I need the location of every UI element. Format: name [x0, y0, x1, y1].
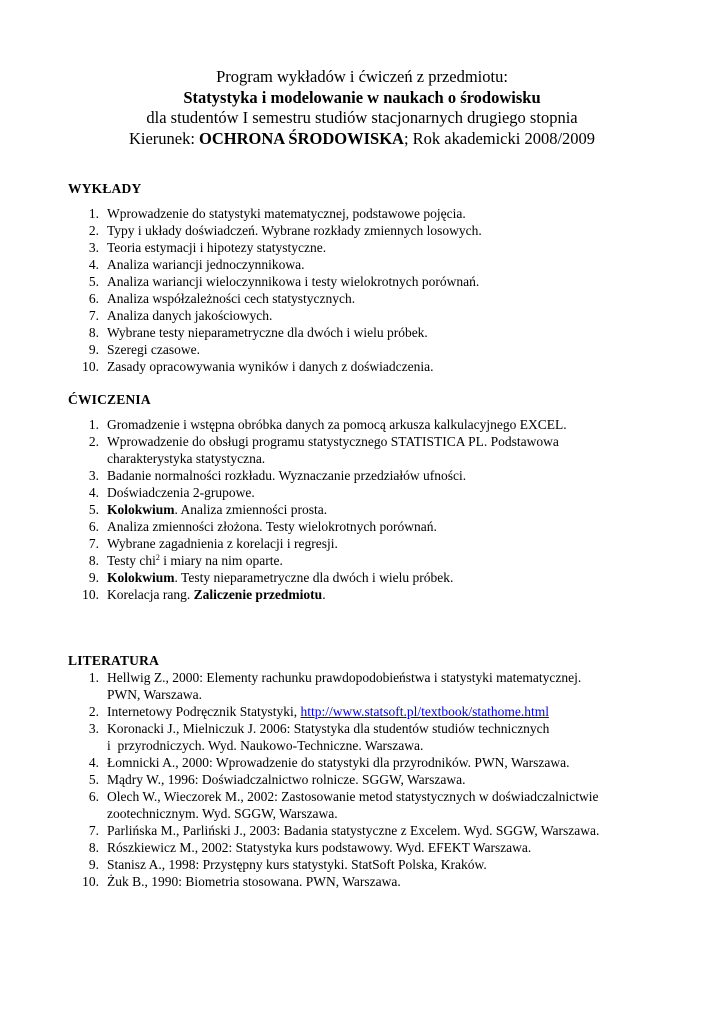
list-item: 5. Mądry W., 1996: Doświadczalnictwo rolnicze. SGGW, Warszawa. — [88, 772, 466, 787]
list-item: 6. Analiza współzależności cech statystycznych. — [88, 291, 356, 306]
test-label: Kolokwium — [107, 502, 175, 517]
list-item: 9. Kolokwium. Testy nieparametryczne dla dwóch i wielu próbek. — [88, 570, 454, 585]
list-item: 3. Badanie normalności rozkładu. Wyznaczanie przedziałów ufności. — [88, 468, 467, 483]
list-item: 4. Doświadczenia 2-grupowe. — [88, 485, 255, 500]
list-item: 8. Rószkiewicz M., 2002: Statystyka kurs podstawowy. Wyd. EFEKT Warszawa. — [88, 840, 532, 855]
list-item: 3. Teoria estymacji i hipotezy statystyczne. — [88, 240, 327, 255]
list-item: 8. Wybrane testy nieparametryczne dla dwóch i wielu próbek. — [88, 325, 428, 340]
list-item: 7. Wybrane zagadnienia z korelacji i regresji. — [88, 536, 338, 551]
header-line-3: dla studentów I semestru studiów stacjonarnych drugiego stopnia — [146, 108, 578, 127]
list-item: 10. Zasady opracowywania wyników i danych z doświadczenia. — [82, 359, 434, 374]
list-item: 2. Wprowadzenie do obsługi programu statystycznego STATISTICA PL. Podstawowa charakterystyka statystyczna. — [88, 434, 559, 466]
lectures-list — [54, 205, 482, 375]
course-title: Statystyka i modelowanie w naukach o środowisku — [183, 87, 541, 107]
list-item: 1. Wprowadzenie do statystyki matematycznej, podstawowe pojęcia. — [88, 206, 466, 221]
list-item: 1. Gromadzenie i wstępna obróbka danych za pomocą arkusza kalkulacyjnego EXCEL. — [88, 417, 567, 432]
list-item: 4. Analiza wariancji jednoczynnikowa. — [88, 257, 305, 272]
list-item: 9. Stanisz A., 1998: Przystępny kurs statystyki. StatSoft Polska, Kraków. — [88, 857, 487, 872]
list-item: 5. Kolokwium. Analiza zmienności prosta. — [88, 502, 328, 517]
list-item: 6. Analiza zmienności złożona. Testy wielokrotnych porównań. — [88, 519, 437, 534]
header-line-1: Program wykładów i ćwiczeń z przedmiotu: — [216, 67, 508, 86]
literature-list — [54, 669, 599, 890]
section-title-literature: LITERATURA — [68, 653, 160, 668]
field-of-study: OCHRONA ŚRODOWISKA — [199, 128, 404, 148]
list-item: 9. Szeregi czasowe. — [88, 342, 200, 357]
list-item: 5. Analiza wariancji wieloczynnikowa i testy wielokrotnych porównań. — [88, 274, 480, 289]
list-item: 2. Internetowy Podręcznik Statystyki, http://www.statsoft.pl/textbook/stathome.html — [88, 704, 549, 719]
test-label: Kolokwium — [107, 570, 175, 585]
list-item: 1. Hellwig Z., 2000: Elementy rachunku prawdopodobieństwa i statystyki matematycznej. PWN, Warszawa. — [88, 670, 582, 702]
list-item: 4. Łomnicki A., 2000: Wprowadzenie do statystyki dla przyrodników. PWN, Warszawa. — [88, 755, 570, 770]
section-title-lectures: WYKŁADY — [68, 181, 142, 196]
list-item: 7. Analiza danych jakościowych. — [88, 308, 273, 323]
superscript: 2 — [155, 553, 160, 562]
list-item: 10. Żuk B., 1990: Biometria stosowana. PWN, Warszawa. — [82, 874, 401, 889]
statsoft-textbook-link[interactable]: http://www.statsoft.pl/textbook/stathome.html — [300, 704, 549, 719]
document-header — [0, 67, 724, 149]
list-item: 7. Parlińska M., Parliński J., 2003: Badania statystyczne z Excelem. Wyd. SGGW, Warszawa. — [88, 823, 600, 838]
list-item: 8. Testy chi$^2$ i miary na nim oparte. — [88, 553, 283, 568]
academic-year: ; Rok akademicki 2008/2009 — [403, 128, 596, 148]
field-of-study-label: Kierunek: — [128, 128, 200, 148]
final-pass-label: Zaliczenie przedmiotu — [193, 587, 323, 602]
list-item: 3. Koronacki J., Mielniczuk J. 2006: Statystyka dla studentów studiów technicznych i przyrodniczych. Wyd. Naukowo-Techniczne. Warszawa. — [88, 721, 550, 753]
exercises-list — [54, 416, 567, 603]
section-title-exercises: ĆWICZENIA — [68, 392, 151, 407]
list-item: 10. Korelacja rang. Zaliczenie przedmiotu. — [82, 587, 326, 602]
list-item: 2. Typy i układy doświadczeń. Wybrane rozkłady zmiennych losowych. — [88, 223, 482, 238]
header-line-4 — [0, 129, 724, 150]
list-item: 6. Olech W., Wieczorek M., 2002: Zastosowanie metod statystycznych w doświadczalnictwie zootechnicznym. Wyd. SGGW, Warszawa. — [88, 789, 599, 821]
